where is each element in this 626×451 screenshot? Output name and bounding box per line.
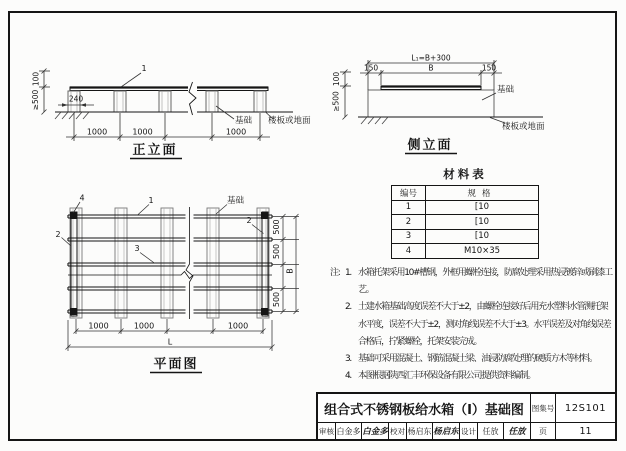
- side-dim-height-top: 100: [332, 71, 341, 87]
- material-no: 3: [392, 229, 426, 244]
- front-label-floor: 楼板或地面: [268, 116, 311, 126]
- material-spec: [10: [426, 229, 539, 244]
- material-row: [392, 215, 539, 230]
- proofread-name: 杨启东: [407, 423, 433, 439]
- plan-dim-span-3: 1000: [227, 321, 249, 331]
- note-text: 水箱托架采用10#槽钢，外框用螺栓连接，防腐处理采用热浸镀锌或刷漆工艺。: [358, 268, 612, 296]
- side-dim-height-pier: ≥500: [331, 91, 341, 112]
- review-label: 审核: [318, 423, 336, 439]
- title-block-row-signatures: [318, 423, 615, 439]
- note-text: 本图根据陕西汇丰环保设备有限公司提供资料编制。: [358, 371, 536, 382]
- front-elevation-drawing: [30, 50, 330, 162]
- note-number: 4.: [345, 371, 351, 382]
- plan-edge-channels: [70, 212, 268, 316]
- front-label-foundation: 基础: [235, 116, 253, 126]
- plan-dim-span-2: 1000: [133, 321, 155, 331]
- review-name: 白金多: [336, 423, 362, 439]
- design-signature: 任放: [504, 423, 531, 439]
- proofread-signature: 杨启东: [433, 423, 460, 439]
- note-number: 3.: [345, 354, 351, 365]
- plan-leader-3: 3: [134, 244, 140, 253]
- page-number: 11: [579, 425, 592, 437]
- atlas-number-value: 12S101: [564, 402, 607, 414]
- note-text: 土建水箱基础高度误差不大于±2，由螺栓连接好后用充水塑料水管测托架水平度，误差不大于±2，测对角线误差不大于±3。水平误差及对角线误差合格后，拧紧螺栓，托架安装完成。: [358, 302, 611, 347]
- side-dim-right: 150: [481, 63, 497, 73]
- plan-leader-4: 4: [79, 193, 85, 203]
- atlas-number-label: 图集号: [531, 394, 556, 422]
- material-no: 4: [392, 244, 426, 259]
- side-dim-left: 150: [363, 63, 379, 73]
- note-item: [330, 265, 612, 299]
- material-table-title: 材料表: [443, 167, 487, 181]
- front-ground-line: [55, 112, 293, 119]
- material-table: [391, 166, 539, 259]
- material-spec: M10×35: [426, 244, 539, 259]
- material-no: 2: [392, 215, 426, 230]
- proofread-label: 校对: [389, 423, 407, 439]
- front-dim-span-3: 1000: [225, 127, 247, 137]
- front-piers: [68, 91, 266, 112]
- plan-dim-500-2: 500: [272, 243, 281, 260]
- note-number: 1.: [345, 268, 351, 278]
- side-elevation-drawing: [330, 50, 565, 160]
- side-foundation: [368, 90, 494, 117]
- front-dim-pier-width: 240: [68, 94, 84, 104]
- general-notes: [330, 265, 612, 385]
- plan-bolt-bottom-right: [261, 308, 268, 315]
- title-block: [316, 392, 617, 441]
- title-block-row-title: [318, 394, 615, 423]
- plan-dim-500-3: 500: [272, 291, 281, 308]
- page-label: 页: [531, 423, 556, 439]
- material-spec: [10: [426, 215, 539, 230]
- front-beam: [70, 87, 268, 92]
- note-item: [330, 368, 612, 385]
- front-dim-height-pier: ≥500: [31, 89, 40, 111]
- plan-leader-2-left: 2: [55, 230, 61, 239]
- plan-view-title: 平面图: [153, 357, 199, 372]
- material-row: [392, 200, 539, 215]
- plan-bolt-bottom-left: [70, 308, 77, 315]
- plan-view-drawing: [36, 186, 328, 380]
- front-dim-height-top: 100: [31, 71, 41, 87]
- material-no: 1: [392, 200, 426, 215]
- side-elevation-title: 侧立面: [407, 138, 453, 153]
- design-name: 任放: [478, 423, 504, 439]
- material-spec: [10: [426, 200, 539, 215]
- plan-bolt-top-left: [70, 212, 77, 219]
- design-label: 设计: [460, 423, 478, 439]
- material-col-spec: 规格: [426, 186, 539, 201]
- side-tank-plate: [381, 86, 481, 91]
- side-dim-width: B: [428, 63, 434, 73]
- side-label-floor: 楼板或地面: [502, 122, 545, 132]
- plan-leader-2-right: 2: [246, 216, 252, 225]
- plan-leader-1: 1: [148, 196, 154, 205]
- plan-dim-500-1: 500: [272, 219, 281, 235]
- front-dim-span-1: 1000: [86, 127, 108, 137]
- plan-bolt-top-right: [261, 212, 268, 219]
- plan-label-foundation: 基础: [227, 196, 245, 206]
- plan-dim-length: L: [167, 337, 173, 347]
- front-leader-1: 1: [141, 64, 147, 73]
- material-row: [392, 229, 539, 244]
- material-table-header-row: [392, 186, 539, 201]
- side-label-foundation: 基础: [497, 85, 515, 95]
- note-item: [330, 299, 612, 351]
- note-text: 基础可采用混凝土、钢筋混凝土梁、油浸防腐处理的硬质方木等材料。: [358, 354, 597, 365]
- note-item: [330, 351, 612, 368]
- plan-dim-span-1: 1000: [88, 321, 109, 331]
- review-signature: 白金多: [362, 423, 389, 439]
- side-dim-overall: L₁=B+300: [411, 53, 451, 63]
- drawing-title: 组合式不锈钢板给水箱（Ⅰ）基础图: [318, 394, 531, 422]
- material-col-no: 编号: [392, 186, 426, 201]
- front-elevation-title: 正立面: [132, 143, 178, 158]
- material-table-grid: [391, 185, 539, 259]
- notes-prefix: 注:: [330, 268, 340, 278]
- plan-dim-width: B: [285, 268, 295, 274]
- front-break-line: [188, 82, 197, 115]
- front-dim-span-2: 1000: [132, 127, 153, 137]
- note-number: 2.: [345, 302, 351, 313]
- material-row: [392, 244, 539, 259]
